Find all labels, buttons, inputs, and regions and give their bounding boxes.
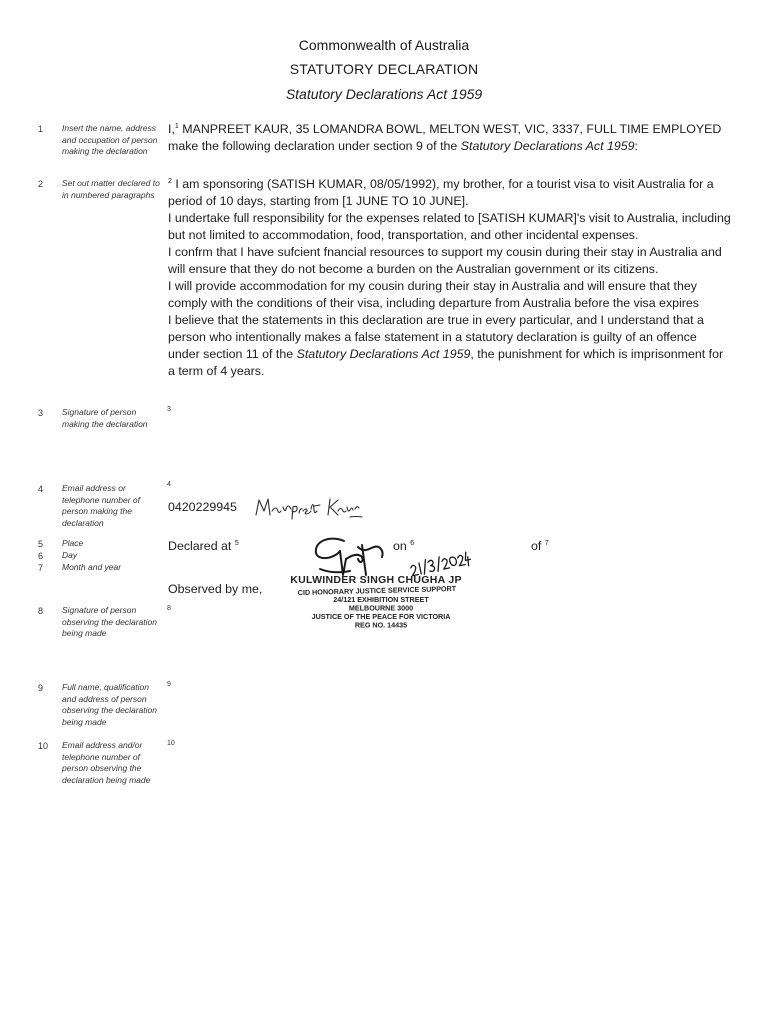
note-label-8: Signature of person observing the declaration being made <box>62 605 157 638</box>
note-number-10: 10 <box>38 741 49 751</box>
svg-text:JUSTICE OF THE PEACE FOR VICTO: JUSTICE OF THE PEACE FOR VICTORIA <box>311 612 451 621</box>
observed-by-label: Observed by me, <box>168 582 263 596</box>
declared-on: on $^6$ <box>393 539 415 553</box>
note-number-5: 5 <box>38 539 44 549</box>
paragraph-sponsoring: $^2$ I am sponsoring (SATISH KUMAR, 08/05/1992), my brother, for a tourist visa to visit Australia for a period of 10 days, starting from [1 JUNE TO 10 JUNE]. <box>168 177 714 208</box>
note-label-6: Day <box>62 550 78 560</box>
declarant-details: MANPREET KAUR, 35 LOMANDRA BOWL, MELTON WEST, VIC, 3337, FULL TIME EMPLOYED <box>178 122 722 136</box>
declared-of: of $^7$ <box>531 539 549 553</box>
note-number-8: 8 <box>38 606 44 616</box>
note-label-7: Month and year <box>62 562 122 572</box>
svg-text:REG NO. 14435: REG NO. 14435 <box>354 620 408 630</box>
svg-text:CID HONORARY JUSTICE SERVICE S: CID HONORARY JUSTICE SERVICE SUPPORT <box>297 583 457 598</box>
note-number-3: 3 <box>38 408 44 418</box>
note-label-1: Insert the name, address and occupation of person making the declaration <box>62 123 158 156</box>
note-label-2: Set out matter declared to in numbered paragraphs <box>62 178 160 200</box>
note-label-5: Place <box>62 538 84 548</box>
svg-text:24/121 EXHIBITION STREET: 24/121 EXHIBITION STREET <box>333 595 429 604</box>
header-title: STATUTORY DECLARATION <box>289 61 479 77</box>
paragraph-financial: I confrm that I have sufcient fnancial resources to support my cousin during their stay in Australia and will ensure that they do not become a burden on the Australian government or its citizens. <box>168 245 722 276</box>
section-1-declarant: I,$^1$ MANPREET KAUR, 35 LOMANDRA BOWL, MELTON WEST, VIC, 3337, FULL TIME EMPLOYED make the following declaration under section 9 of the Statutory Declarations Act 1959: <box>168 122 722 153</box>
header-act: Statutory Declarations Act 1959 <box>285 86 483 102</box>
note-number-7: 7 <box>38 563 44 573</box>
section-2-declaration-body <box>168 176 731 380</box>
marker-6: 6 <box>410 539 415 547</box>
note-number-2: 2 <box>38 179 44 189</box>
marker-5: 5 <box>234 539 239 547</box>
marker-10: 10 <box>167 740 175 747</box>
note-number-6: 6 <box>38 551 44 561</box>
note-label-10: Email address and/or telephone number of person observing the declaration being made <box>62 740 151 785</box>
marker-4: 4 <box>167 481 171 488</box>
note-label-3: Signature of person making the declaration <box>62 407 148 429</box>
paragraph-belief: I believe that the statements in this declaration are true in every particular, and I understand that a person who intentionally makes a false statement in a statutory declaration is guilty of an offence under section 11 of the Statutory Declarations Act 1959, the punishment for which is imprisonment for a term of 4 years. <box>168 313 724 378</box>
marker-3: 3 <box>167 406 171 413</box>
marker-9: 9 <box>167 681 171 688</box>
marker-8: 8 <box>167 605 171 612</box>
marker-7: 7 <box>544 539 549 547</box>
header-commonwealth: Commonwealth of Australia <box>298 37 470 53</box>
jp-stamp <box>284 572 474 630</box>
note-label-4: Email address or telephone number of person making the declaration <box>62 483 140 528</box>
note-label-9: Full name, qualification and address of person observing the declaration being made <box>62 682 157 727</box>
declarant-phone: 0420229945 <box>168 500 237 514</box>
note-number-9: 9 <box>38 683 44 693</box>
svg-text:KULWINDER SINGH CHUGHA JP: KULWINDER SINGH CHUGHA JP <box>290 574 462 586</box>
declared-at-line: Declared at $^5$ <box>168 539 239 553</box>
declarant-signature <box>252 493 374 525</box>
paragraph-responsibility: I undertake full responsibility for the expenses related to [SATISH KUMAR]'s visit to Australia, including but not limited to accommodation, food, transportation, and other incidental expenses. <box>168 211 731 242</box>
svg-text:MELBOURNE 3000: MELBOURNE 3000 <box>348 603 414 613</box>
note-number-4: 4 <box>38 484 44 494</box>
note-number-1: 1 <box>38 124 44 134</box>
paragraph-accommodation: I will provide accommodation for my cousin during their stay in Australia and will ensure that they comply with the conditions of their visa, including departure from Australia before the visa expires <box>168 279 700 310</box>
